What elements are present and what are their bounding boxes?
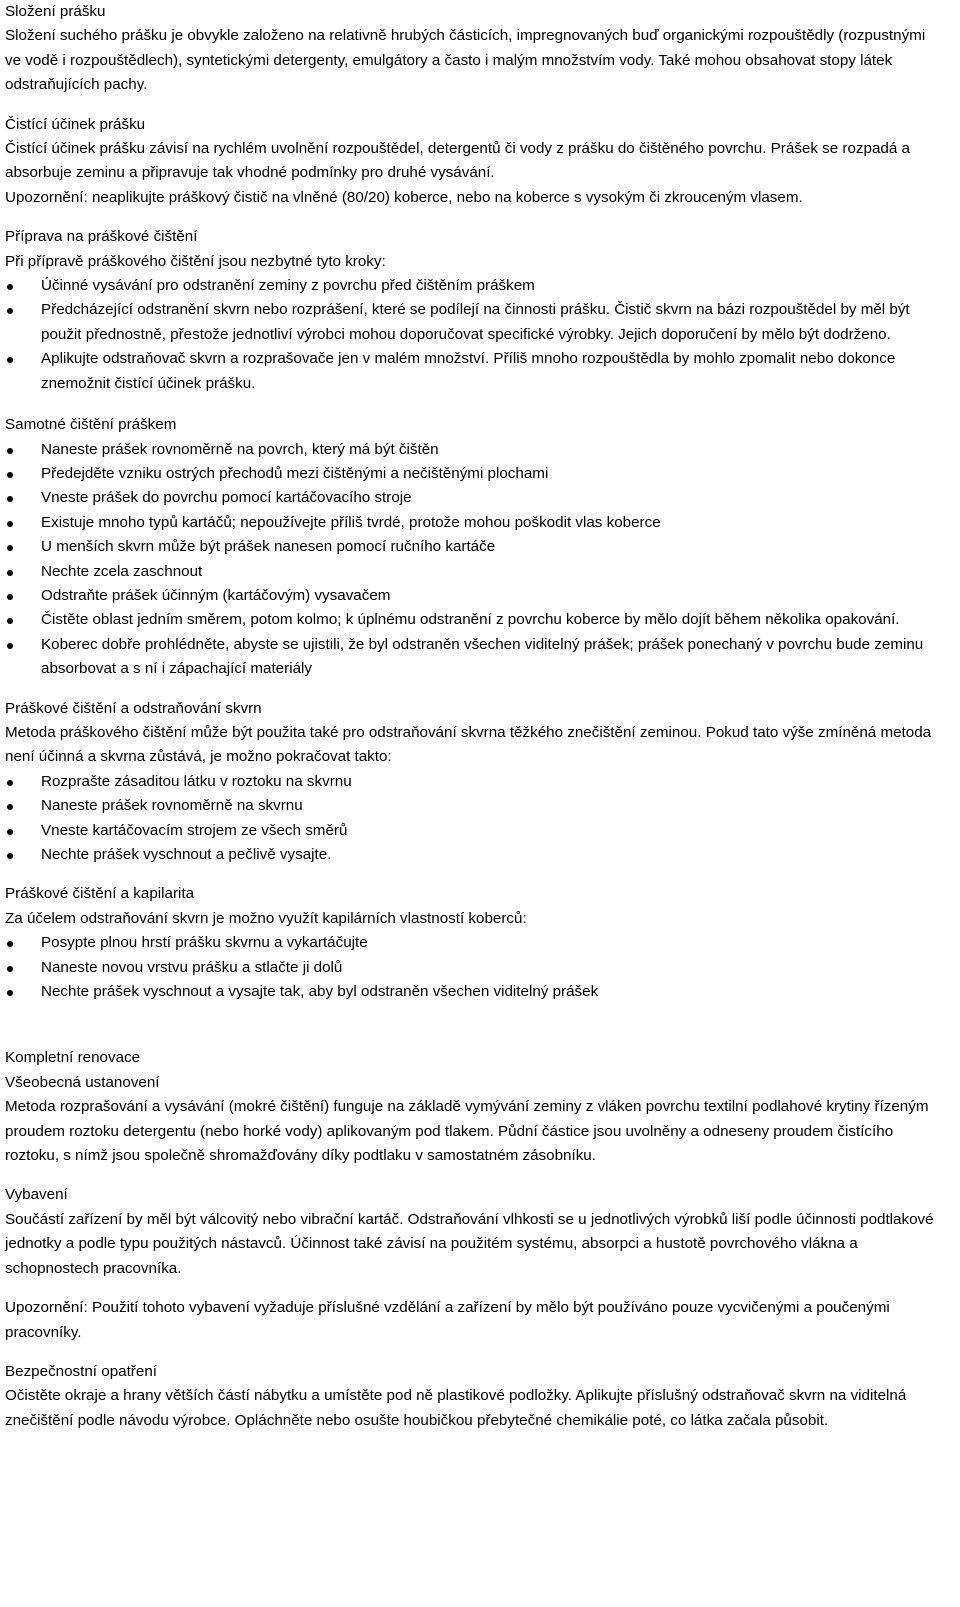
list-item	[5, 770, 940, 794]
section-title: Čistící účinek prášku	[5, 115, 146, 133]
section-text: Čistící účinek prášku závisí na rychlém uvolnění rozpouštědel, detergentů či vody z prášku do čištěného povrchu. Prášek se rozpadá a absorbuje zeminu a připravuje tak vhodné podmínky pro druhé vysávání.	[5, 140, 910, 182]
list-item-text: Naneste prášek rovnoměrně na povrch, který má být čištěn	[41, 440, 439, 458]
bullet-icon	[7, 472, 13, 478]
bullet-icon	[7, 594, 13, 600]
section-capillarity	[5, 882, 940, 1004]
section-title: Složení prášku	[5, 3, 106, 20]
bullet-list	[5, 770, 940, 868]
section-intro: Metoda práškového čištění může být použita také pro odstraňování skvrna těžkého znečištění zeminou. Pokud tato výše zmíněná metoda není účinná a skvrna zůstává, je možno pokračovat takto:	[5, 723, 932, 766]
section-text: Očistěte okraje a hrany větších částí nábytku a umístěte pod ně plastikové podložky. Aplikujte příslušný odstraňovač skvrn na viditelná znečištění podle návodu výrobce. Opláchněte nebo osušte houbičkou přebytečné chemikálie poté, co látka začala působit.	[5, 1387, 907, 1429]
section-title: Vybavení	[5, 1186, 68, 1204]
bullet-icon	[7, 804, 13, 810]
list-item	[5, 956, 940, 980]
list-item-text: Rozprašte zásaditou látku v roztoku na skvrnu	[41, 772, 352, 790]
list-item-text: Nechte prášek vyschnout a pečlivě vysajte.	[41, 846, 332, 863]
bullet-icon	[7, 448, 13, 454]
list-item	[5, 584, 940, 608]
bullet-list	[5, 931, 940, 1004]
bullet-list	[5, 274, 940, 396]
bullet-icon	[7, 618, 13, 624]
bullet-icon	[7, 284, 13, 290]
bullet-icon	[7, 853, 13, 859]
section-text: Součástí zařízení by měl být válcovitý nebo vibrační kartáč. Odstraňování vlhkosti se u jednotlivých výrobků liší podle účinnosti podtlakové jednotky a podle typu použitých nástavců. Účinnost také závisí na použitém systému, absorpci a hustotě povrchového vlákna a schopnostech pracovníka.	[5, 1210, 934, 1277]
list-item	[5, 274, 940, 298]
list-item	[5, 608, 940, 632]
section-safety	[5, 1360, 940, 1433]
list-item-text: Nechte zcela zaschnout	[41, 562, 203, 580]
section-title: Samotné čištění práškem	[5, 416, 177, 434]
list-item-text: Existuje mnoho typů kartáčů; nepoužívejte příliš tvrdé, protože mohou poškodit vlas koberce	[41, 513, 661, 531]
bullet-icon	[7, 643, 13, 649]
bullet-icon	[7, 829, 13, 835]
section-powder-cleaning	[5, 413, 940, 681]
list-item	[5, 438, 940, 462]
bullet-icon	[7, 357, 13, 363]
list-item	[5, 298, 940, 347]
list-item	[5, 486, 940, 510]
list-item	[5, 560, 940, 584]
list-item	[5, 931, 940, 955]
bullet-icon	[7, 570, 13, 576]
list-item-text: Nechte prášek vyschnout a vysajte tak, aby byl odstraněn všechen viditelný prášek	[41, 983, 599, 1001]
list-item-text: Naneste prášek rovnoměrně na skvrnu	[41, 797, 303, 815]
section-cleaning-effect	[5, 113, 940, 211]
bullet-icon	[7, 966, 13, 972]
section-title: Práškové čištění a odstraňování skvrn	[5, 699, 262, 717]
section-spot-removal	[5, 697, 940, 868]
section-equipment-warning	[5, 1296, 940, 1345]
list-item-text: Vneste prášek do povrchu pomocí kartáčovacího stroje	[41, 489, 412, 507]
section-equipment	[5, 1183, 940, 1281]
list-item	[5, 980, 940, 1004]
warning-text: Upozornění: Použití tohoto vybavení vyžaduje příslušné vzdělání a zařízení by mělo být používáno pouze vycvičenými a poučenými pracovníky.	[5, 1299, 890, 1341]
section-powder-composition	[5, 0, 940, 98]
list-item-text: Předcházející odstranění skvrn nebo rozprášení, které se podílejí na činnosti prášku. Čistič skvrn na bázi rozpouštědel by měl být použit přednostně, přestože jednotliví výrobci mohou doporučovat specifické výrobky. Jejich doporučení by mělo být dodrženo.	[41, 301, 910, 343]
list-item-text: Koberec dobře prohlédněte, abyste se ujistili, že byl odstraněn všechen viditelný prášek; prášek ponechaný v povrchu bude zeminu absorbovat a s ní i zápachající materiály	[41, 635, 924, 678]
section-text: Složení suchého prášku je obvykle založeno na relativně hrubých částicích, impregnovaných buď organickými rozpouštědly (rozpustnými ve vodě i rozpouštědlech), syntetickými detergenty, emulgátory a často i malým množstvím vody. Také mohou obsahovat stopy látek odstraňujících pachy.	[5, 27, 926, 94]
bullet-icon	[7, 990, 13, 996]
list-item-text: Odstraňte prášek účinným (kartáčovým) vysavačem	[41, 586, 391, 604]
bullet-icon	[7, 308, 13, 314]
bullet-icon	[7, 545, 13, 551]
bullet-icon	[7, 496, 13, 502]
list-item	[5, 819, 940, 843]
list-item-text: Aplikujte odstraňovač skvrn a rozprašovače jen v malém množství. Příliš mnoho rozpouštědla by mohlo zpomalit nebo dokonce znemožnit čistící účinek prášku.	[41, 350, 896, 392]
bullet-icon	[7, 521, 13, 527]
warning-text: Upozornění: neaplikujte práškový čistič na vlněné (80/20) koberce, nebo na koberce s vysokým či zkrouceným vlasem.	[5, 188, 803, 206]
list-item-text: U menších skvrn může být prášek nanesen pomocí ručního kartáče	[41, 538, 496, 556]
section-title: Bezpečnostní opatření	[5, 1362, 157, 1380]
list-item	[5, 843, 940, 867]
section-intro: Při přípravě práškového čištění jsou nezbytné tyto kroky:	[5, 252, 386, 270]
section-preparation	[5, 225, 940, 396]
section-title: Příprava na práškové čištění	[5, 228, 198, 246]
list-item	[5, 511, 940, 535]
list-item-text: Předejděte vzniku ostrých přechodů mezi čištěnými a nečištěnými plochami	[41, 464, 549, 482]
list-item	[5, 794, 940, 818]
section-complete-renovation	[5, 1046, 940, 1168]
bullet-icon	[7, 941, 13, 947]
list-item-text: Naneste novou vrstvu prášku a stlačte ji dolů	[41, 958, 343, 976]
section-title: Kompletní renovace	[5, 1049, 141, 1067]
list-item-text: Vneste kartáčovacím strojem ze všech směrů	[41, 821, 348, 839]
list-item	[5, 633, 940, 682]
section-intro: Za účelem odstraňování skvrn je možno využít kapilárních vlastností koberců:	[5, 909, 527, 927]
list-item-text: Čistěte oblast jedním směrem, potom kolmo; k úplnému odstranění z povrchu koberce by mělo dojít během několika opakování.	[41, 611, 900, 629]
section-text: Metoda rozprašování a vysávání (mokré čištění) funguje na základě vymývání zeminy z vláken povrchu textilní podlahové krytiny řízeným proudem roztoku detergentu (nebo horké vody) aplikovaným pod tlakem. Půdní částice jsou uvolněny a odneseny proudem čistícího roztoku, s nímž jsou společně shromažďovány díky podtlaku v samostatném zásobníku.	[5, 1098, 929, 1165]
list-item	[5, 347, 940, 396]
section-title: Práškové čištění a kapilarita	[5, 885, 195, 903]
list-item	[5, 462, 940, 486]
list-item-text: Účinné vysávání pro odstranění zeminy z povrchu před čištěním práškem	[41, 277, 535, 295]
list-item	[5, 535, 940, 559]
bullet-icon	[7, 780, 13, 786]
section-subtitle: Všeobecná ustanovení	[5, 1073, 160, 1091]
list-item-text: Posypte plnou hrstí prášku skvrnu a vykartáčujte	[41, 934, 368, 952]
bullet-list	[5, 438, 940, 682]
